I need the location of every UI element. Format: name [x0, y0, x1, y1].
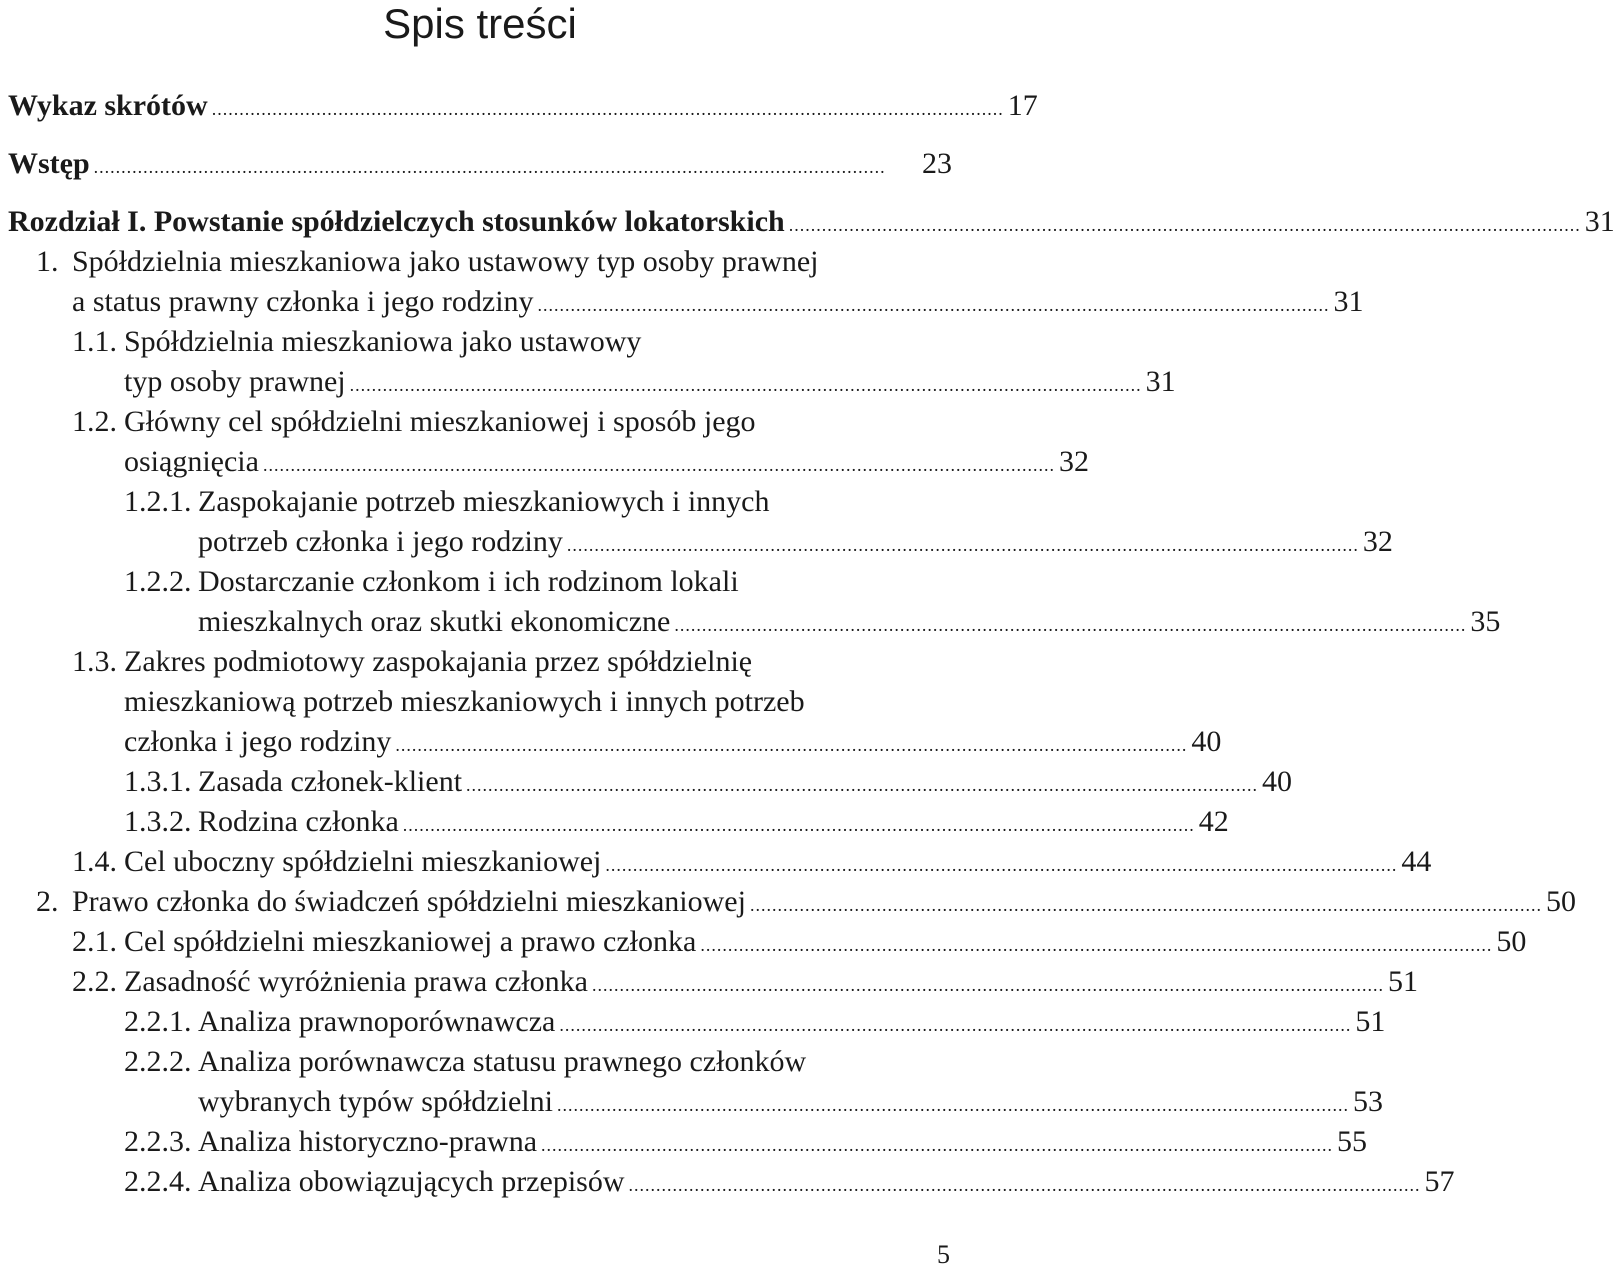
toc-entry[interactable]	[72, 882, 1576, 922]
toc-entry-page: 51	[1387, 965, 1418, 998]
toc-entry-text: Analiza obowiązujących przepisów	[198, 1165, 625, 1198]
page-number: 5	[937, 1240, 950, 1269]
toc-entry-text-continued: wybranych typów spółdzielni	[198, 1085, 553, 1118]
toc-entry-text: Analiza prawnoporównawcza	[198, 1005, 556, 1038]
toc-entry-text-continued: a status prawny członka i jego rodziny	[72, 285, 534, 318]
toc-entry[interactable]	[124, 722, 1222, 762]
dot-leader: ................................................................................................................................................	[674, 615, 1467, 635]
toc-entry-number: 1.2.2.	[124, 565, 192, 598]
toc-entry-page: 31	[1584, 205, 1615, 238]
dot-leader: ................................................................................................................................................	[556, 1095, 1349, 1115]
toc-entry-text: Cel spółdzielni mieszkaniowej a prawo członka	[124, 925, 697, 958]
dot-leader: ................................................................................................................................................	[788, 215, 1581, 235]
dot-leader: ................................................................................................................................................	[700, 935, 1493, 955]
dot-leader: ................................................................................................................................................	[566, 535, 1359, 555]
toc-entry-page: 57	[1424, 1165, 1455, 1198]
toc-entry[interactable]	[198, 1122, 1368, 1162]
toc-entry-text: Cel uboczny spółdzielni mieszkaniowej	[124, 845, 602, 878]
dot-leader: ................................................................................................................................................	[605, 855, 1398, 875]
dot-leader: ................................................................................................................................................	[93, 157, 886, 177]
toc-entry-text: Wstęp	[8, 147, 90, 180]
dot-leader: ................................................................................................................................................	[537, 295, 1330, 315]
toc-entry-text[interactable]: Spółdzielnia mieszkaniowa jako ustawowy	[124, 325, 642, 358]
toc-entry-number: 2.1.	[72, 925, 117, 958]
toc-entry-number: 2.	[36, 885, 59, 918]
dot-leader: ................................................................................................................................................	[262, 455, 1055, 475]
toc-entry-number: 2.2.1.	[124, 1005, 192, 1038]
toc-entry[interactable]	[72, 282, 1364, 322]
toc-entry-text: Zasadność wyróżnienia prawa członka	[124, 965, 588, 998]
toc-entry-text: Rozdział I. Powstanie spółdzielczych stosunków lokatorskich	[8, 205, 785, 238]
dot-leader: ................................................................................................................................................	[211, 99, 1004, 119]
dot-leader: ................................................................................................................................................	[349, 375, 1142, 395]
toc-entry-page: 55	[1337, 1125, 1368, 1158]
toc-entry[interactable]	[198, 1002, 1386, 1042]
toc-entry-text: Rodzina członka	[198, 805, 399, 838]
toc-entry-page: 31	[1145, 365, 1176, 398]
toc-entry-number: 1.2.	[72, 405, 117, 438]
dot-leader: ................................................................................................................................................	[628, 1175, 1421, 1195]
toc-entry-text[interactable]: Dostarczanie członkom i ich rodzinom lokali	[198, 565, 739, 598]
toc-entry[interactable]	[124, 922, 1527, 962]
dot-leader: ................................................................................................................................................	[559, 1015, 1352, 1035]
dot-leader: ................................................................................................................................................	[541, 1135, 1334, 1155]
toc-entry-number: 2.2.3.	[124, 1125, 192, 1158]
toc-entry-text[interactable]: Zaspokajanie potrzeb mieszkaniowych i innych	[198, 485, 770, 518]
dot-leader: ................................................................................................................................................	[395, 735, 1188, 755]
dot-leader: ................................................................................................................................................	[402, 815, 1195, 835]
toc-entry-text: Analiza historyczno-prawna	[198, 1125, 538, 1158]
toc-entry[interactable]	[198, 522, 1393, 562]
toc-entry-text-continued: potrzeb członka i jego rodziny	[198, 525, 563, 558]
toc-entry-text-continued: osiągnięcia	[124, 445, 259, 478]
toc-entry[interactable]	[124, 842, 1432, 882]
toc-entry-page: 44	[1401, 845, 1432, 878]
toc-entry[interactable]	[8, 202, 1615, 242]
toc-entry-number: 2.2.2.	[124, 1045, 192, 1078]
toc-entry-number: 1.2.1.	[124, 485, 192, 518]
toc-entry[interactable]	[198, 1162, 1455, 1202]
toc-entry-number: 1.	[36, 245, 59, 278]
toc-entry[interactable]	[8, 144, 952, 184]
toc-entry[interactable]	[124, 362, 1176, 402]
toc-entry-page: 40	[1262, 765, 1293, 798]
toc-entry-page: 23	[922, 147, 952, 180]
toc-entry[interactable]	[198, 1082, 1383, 1122]
toc-entry[interactable]	[8, 86, 1038, 126]
toc-entry[interactable]	[198, 602, 1501, 642]
toc-entry-page: 53	[1352, 1085, 1383, 1118]
toc-entry-page: 35	[1470, 605, 1501, 638]
toc-entry-text-continued: członka i jego rodziny	[124, 725, 392, 758]
toc-entry-number: 1.3.	[72, 645, 117, 678]
toc-entry-page: 50	[1496, 925, 1527, 958]
toc-entry-text: Zasada członek-klient	[198, 765, 463, 798]
toc-entry-page: 32	[1362, 525, 1393, 558]
toc-entry-text: Prawo członka do świadczeń spółdzielni mieszkaniowej	[72, 885, 746, 918]
toc-entry-number: 1.3.2.	[124, 805, 192, 838]
toc-entry-number: 2.2.4.	[124, 1165, 192, 1198]
toc-entry-page: 40	[1191, 725, 1222, 758]
toc-entry-text[interactable]: Spółdzielnia mieszkaniowa jako ustawowy typ osoby prawnej	[72, 245, 819, 278]
toc-entry-text-continued: typ osoby prawnej	[124, 365, 346, 398]
toc-entry[interactable]	[198, 802, 1229, 842]
toc-entry[interactable]	[124, 442, 1089, 482]
dot-leader: ................................................................................................................................................	[466, 775, 1259, 795]
toc-entry-text[interactable]: Zakres podmiotowy zaspokajania przez spółdzielnię	[124, 645, 753, 678]
page-title: Spis treści	[383, 0, 577, 47]
toc-entry[interactable]	[124, 962, 1418, 1002]
toc-entry[interactable]	[198, 762, 1293, 802]
toc-entry-text: Wykaz skrótów	[8, 89, 208, 122]
toc-entry-number: 1.1.	[72, 325, 117, 358]
dot-leader: ................................................................................................................................................	[749, 895, 1542, 915]
toc-entry-text[interactable]: Analiza porównawcza statusu prawnego członków	[198, 1045, 807, 1078]
toc-entry-text-continued: mieszkalnych oraz skutki ekonomiczne	[198, 605, 671, 638]
toc-entry-text-continued: mieszkaniową potrzeb mieszkaniowych i innych potrzeb	[124, 685, 805, 718]
toc-entry-number: 1.3.1.	[124, 765, 192, 798]
toc-entry-number: 2.2.	[72, 965, 117, 998]
toc-entry-page: 50	[1545, 885, 1576, 918]
toc-entry-page: 32	[1058, 445, 1089, 478]
toc-entry-page: 17	[1007, 89, 1038, 122]
toc-entry-page: 51	[1355, 1005, 1386, 1038]
dot-leader: ................................................................................................................................................	[591, 975, 1384, 995]
toc-entry-text[interactable]: Główny cel spółdzielni mieszkaniowej i sposób jego	[124, 405, 756, 438]
toc-entry-page: 42	[1198, 805, 1229, 838]
toc-entry-page: 31	[1333, 285, 1364, 318]
toc-entry-number: 1.4.	[72, 845, 117, 878]
